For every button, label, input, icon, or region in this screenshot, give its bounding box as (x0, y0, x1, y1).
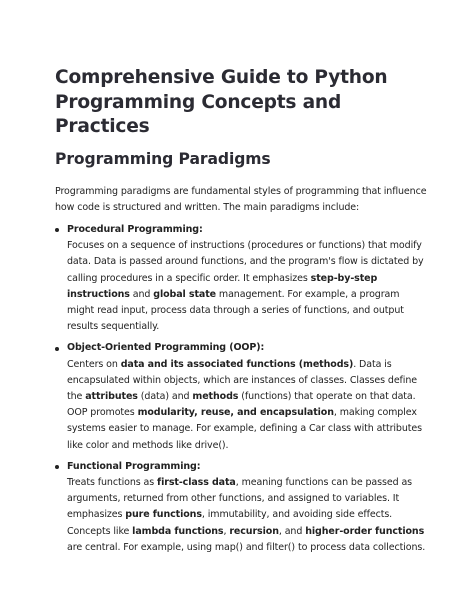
paradigm-item (55, 340, 427, 453)
description-text: (functions) that operate on that data. OOP promotes (67, 390, 416, 419)
description-text: Centers on (67, 358, 121, 370)
description-text: , making complex systems easier to manage. For example, defining a Car class with attributes like color and methods like drive(). (67, 407, 422, 451)
description-text: are central. For example, using map() and filter() to process data collections. (67, 541, 426, 553)
emphasized-term: pure functions (125, 509, 202, 521)
emphasized-term: data and its associated functions (methods) (120, 358, 354, 370)
emphasized-term: lambda functions (132, 525, 224, 537)
emphasized-term: methods (192, 390, 239, 402)
paradigm-description (67, 357, 427, 454)
paradigm-item (55, 222, 427, 335)
emphasized-term: first-class data (157, 476, 236, 488)
description-text: management. For example, a program might read input, process data through a series of functions, and output results sequentially. (67, 288, 404, 333)
document-title: Comprehensive Guide to Python Programming Concepts and Practices (55, 67, 388, 137)
description-text: , (223, 525, 230, 537)
description-text: , immutability, and avoiding side effects. Concepts like (67, 509, 393, 537)
description-text: , and (278, 525, 306, 537)
paradigm-item (55, 459, 427, 556)
paradigm-title: Functional Programming: (67, 460, 201, 472)
paradigm-title: Object-Oriented Programming (OOP): (67, 342, 265, 354)
paradigm-title: Procedural Programming: (67, 223, 203, 235)
paradigm-description (67, 238, 427, 335)
emphasized-term: higher-order functions (305, 525, 425, 537)
description-text: , meaning functions can be passed as arguments, returned from other functions, and assigned to variables. It emphasizes (67, 476, 413, 521)
emphasized-term: modularity, reuse, and encapsulation (137, 407, 334, 419)
document-page (55, 66, 427, 556)
description-text: Focuses on a sequence of instructions (procedures or functions) that modify data. Data is passed around functions, and the program's flow is dictated by calling procedures in a specific order. It emphasizes (67, 240, 424, 284)
paradigm-description (67, 475, 427, 556)
emphasized-term: step-by-step instructions (67, 272, 378, 300)
description-text: (data) and (137, 390, 193, 402)
intro-paragraph: Programming paradigms are fundamental styles of programming that influence how code is structured and written. The main paradigms include: (55, 185, 427, 213)
emphasized-term: attributes (85, 390, 138, 402)
description-text: . Data is encapsulated within objects, which are instances of classes. Classes define the (67, 358, 418, 402)
section-heading: Programming Paradigms (55, 149, 271, 168)
emphasized-term: global state (153, 288, 217, 300)
description-text: and (129, 288, 154, 300)
description-text: Treats functions as (67, 476, 158, 488)
emphasized-term: recursion (229, 525, 279, 537)
paradigm-list (55, 222, 427, 556)
